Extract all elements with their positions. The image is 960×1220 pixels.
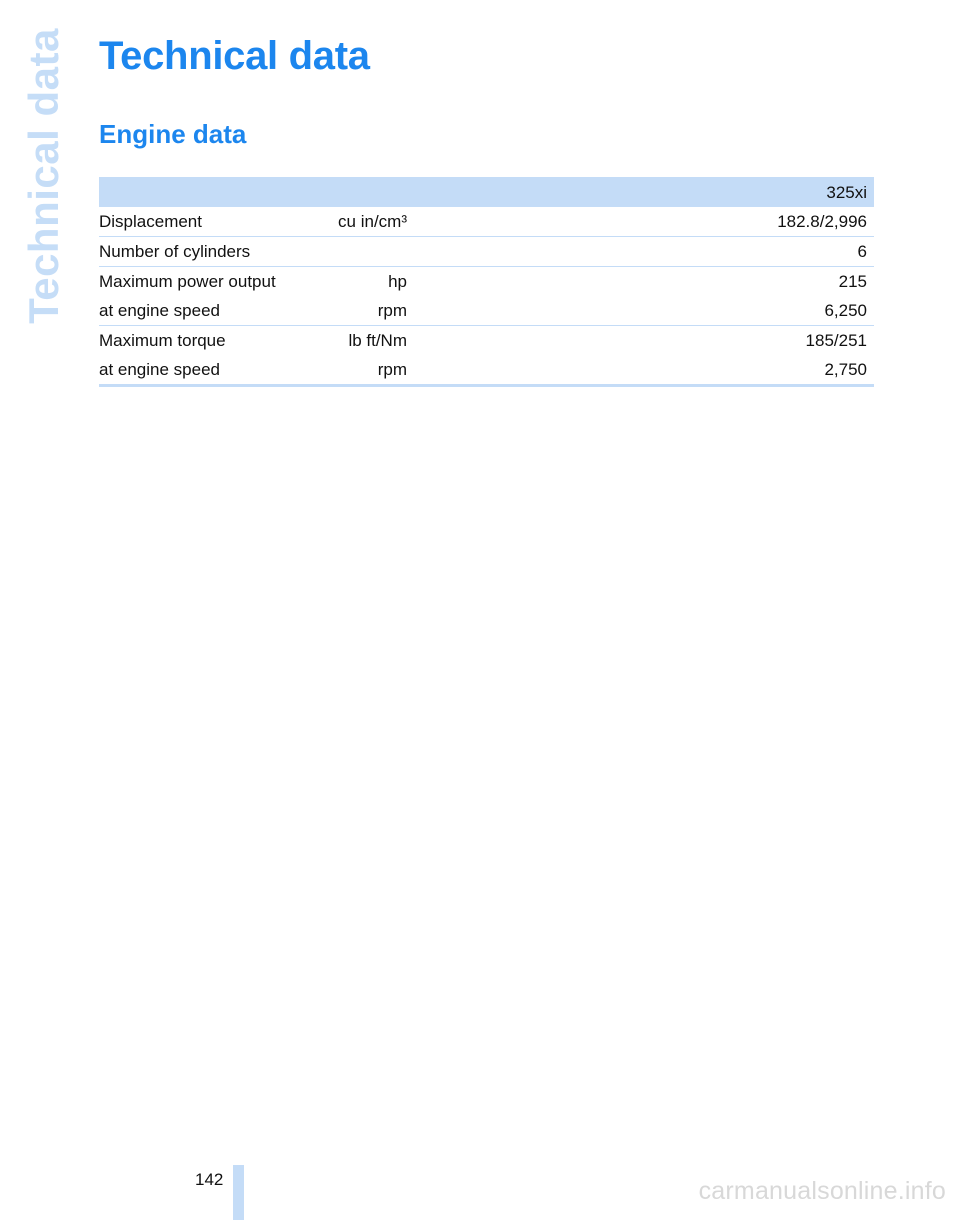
section-title: Engine data	[99, 119, 247, 149]
model-header: 325xi	[407, 177, 874, 207]
row-label: Maximum torque	[99, 331, 226, 350]
table-row	[99, 207, 874, 237]
row-unit	[307, 237, 407, 267]
row-value: 185/251	[805, 331, 867, 350]
table-row	[99, 355, 874, 386]
row-unit: lb ft/Nm	[348, 331, 407, 350]
page-title: Technical data	[99, 34, 370, 78]
table-row	[99, 237, 874, 267]
page-number: 142	[195, 1170, 224, 1189]
row-unit: cu in/cm³	[307, 207, 407, 237]
row-unit: hp	[388, 272, 407, 291]
row-unit: rpm	[307, 355, 407, 386]
engine-data-table	[99, 177, 874, 387]
row-label: at engine speed	[99, 296, 307, 326]
row-value: 6,250	[407, 296, 874, 326]
table-header-row	[99, 177, 874, 207]
page-number-bar	[233, 1165, 244, 1220]
row-value: 6	[407, 237, 874, 267]
row-label: Maximum power output	[99, 272, 276, 291]
row-label: Number of cylinders	[99, 237, 307, 267]
table-row	[99, 267, 874, 297]
row-label: at engine speed	[99, 355, 307, 386]
row-value: 2,750	[407, 355, 874, 386]
row-label: Displacement	[99, 207, 307, 237]
side-tab-label: Technical data	[20, 28, 67, 324]
table-row	[99, 296, 874, 326]
row-unit: rpm	[307, 296, 407, 326]
row-value: 182.8/2,996	[407, 207, 874, 237]
watermark: carmanualsonline.info	[698, 1177, 946, 1205]
side-tab	[20, 28, 67, 324]
table-row	[99, 326, 874, 356]
row-value: 215	[838, 272, 867, 291]
